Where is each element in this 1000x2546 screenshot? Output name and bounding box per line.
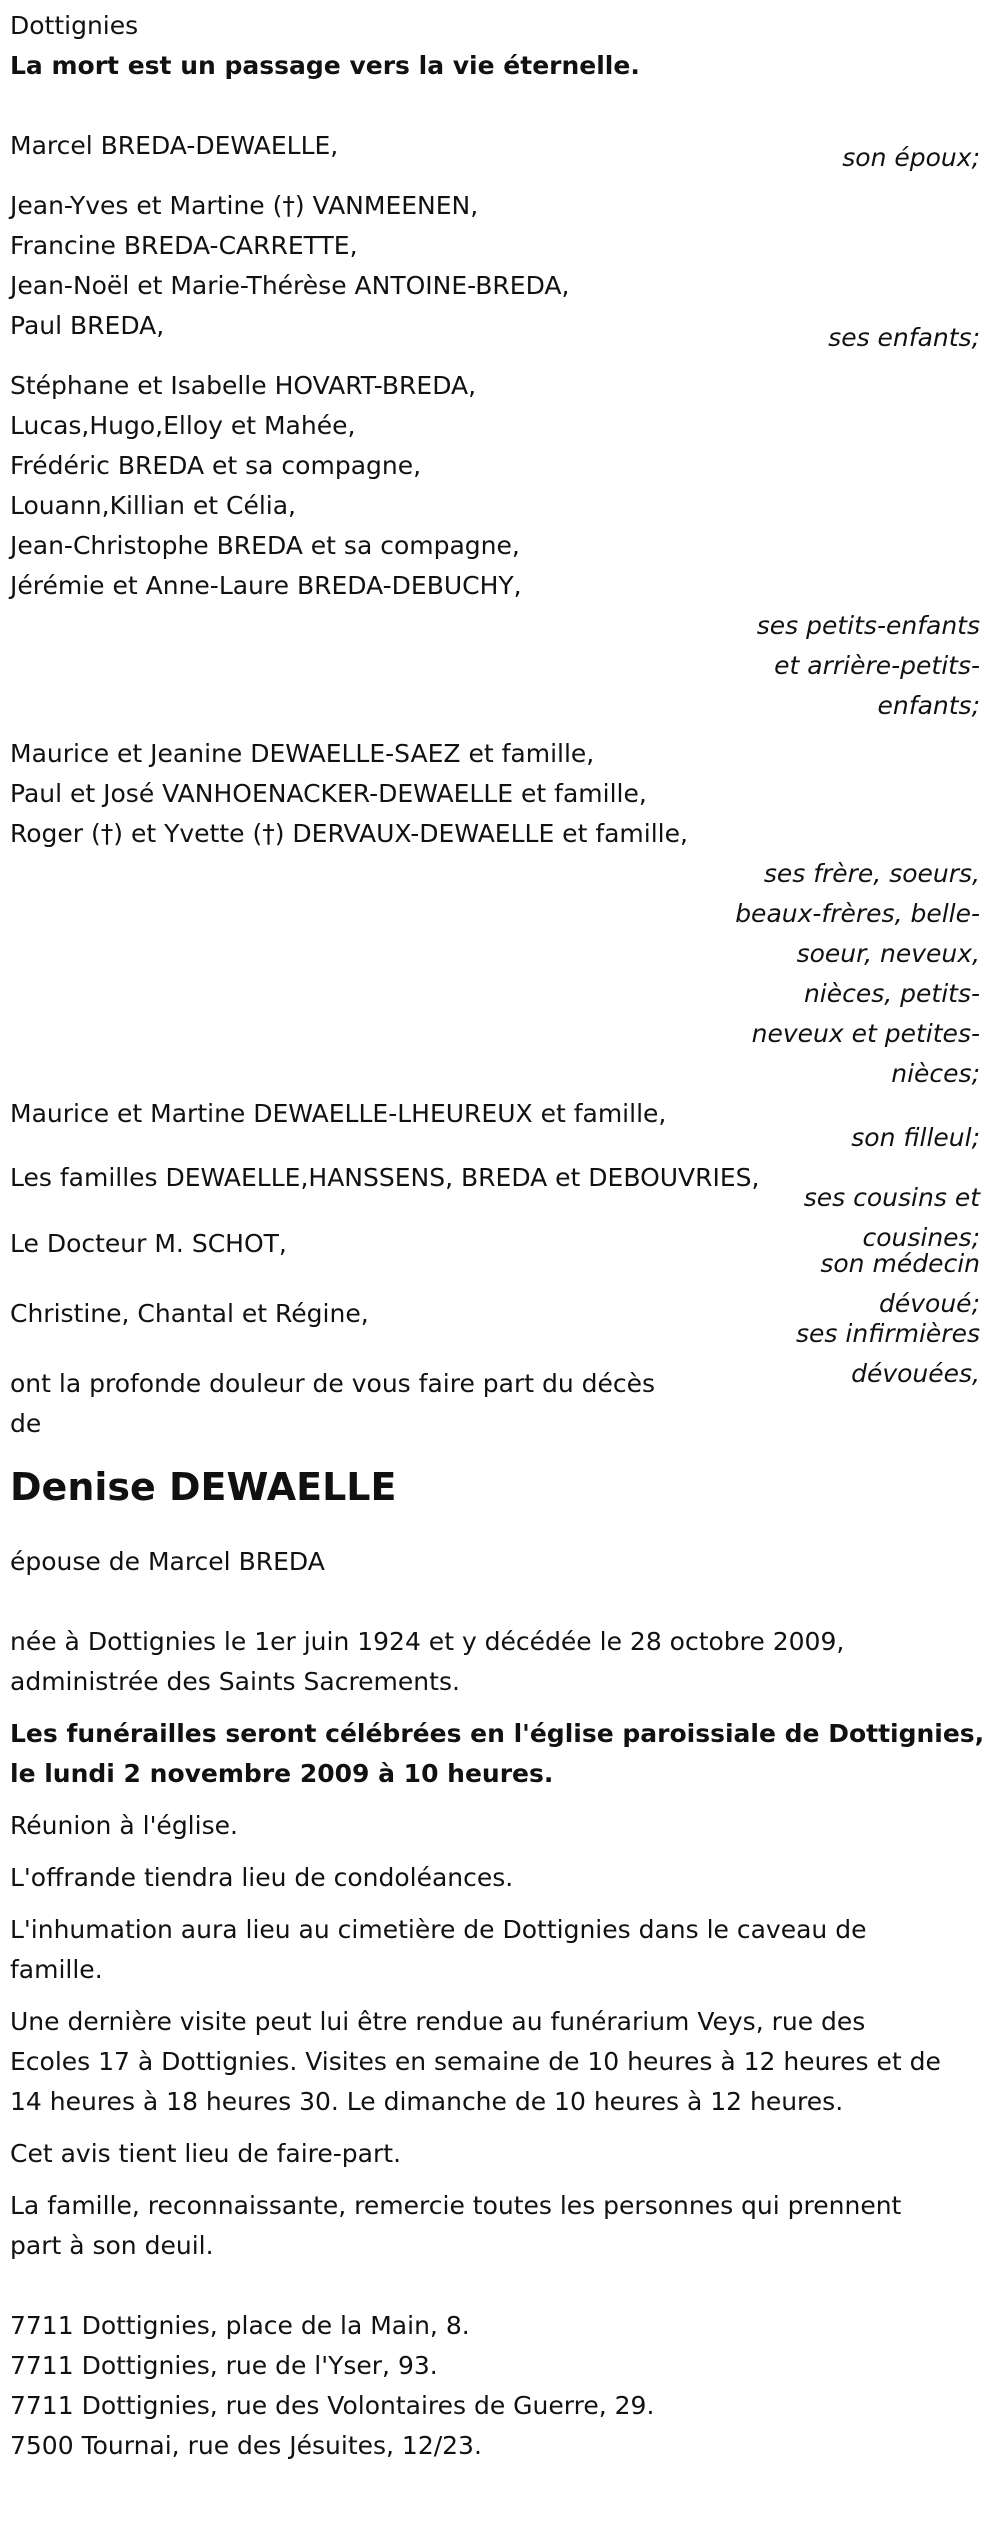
family-role: enfants;	[877, 691, 980, 720]
family-role: dévoué;	[879, 1289, 980, 1318]
family-role: nièces;	[891, 1059, 980, 1088]
address-line: 7711 Dottignies, place de la Main, 8.	[10, 2311, 470, 2340]
motto: La mort est un passage vers la vie éternelle.	[10, 51, 640, 80]
family-name: Les familles DEWAELLE,HANSSENS, BREDA et DEBOUVRIES,	[10, 1163, 760, 1192]
family-role: nièces, petits-	[803, 979, 980, 1008]
offering-line: L'offrande tiendra lieu de condoléances.	[10, 1863, 514, 1892]
family-name: Lucas,Hugo,Elloy et Mahée,	[10, 411, 356, 440]
family-group-children	[10, 186, 980, 358]
family-name: Christine, Chantal et Régine,	[10, 1299, 369, 1328]
family-role: ses petits-enfants	[756, 611, 980, 640]
family-role: et arrière-petits-	[774, 651, 980, 680]
visit-line: 14 heures à 18 heures 30. Le dimanche de 10 heures à 12 heures.	[10, 2087, 844, 2116]
family-name: Louann,Killian et Célia,	[10, 491, 296, 520]
thanks-line: La famille, reconnaissante, remercie toutes les personnes qui prennent	[10, 2191, 902, 2220]
family-name: Jérémie et Anne-Laure BREDA-DEBUCHY,	[10, 571, 522, 600]
meeting-line: Réunion à l'église.	[10, 1811, 238, 1840]
birth-death-line: née à Dottignies le 1er juin 1924 et y décédée le 28 octobre 2009,	[10, 1627, 845, 1656]
family-role-siblings	[10, 854, 980, 1094]
family-role: soeur, neveux,	[796, 939, 980, 968]
thanks-line: part à son deuil.	[10, 2231, 214, 2260]
announcement-line: de	[10, 1409, 42, 1438]
family-role-grandchildren	[10, 606, 980, 726]
family-role: neveux et petites-	[751, 1019, 980, 1048]
funeral-ceremony-line: Les funérailles seront célébrées en l'église paroissiale de Dottignies,	[10, 1719, 985, 1748]
birth-death-line: administrée des Saints Sacrements.	[10, 1667, 460, 1696]
deceased-name: Denise DEWAELLE	[10, 1465, 397, 1509]
address-line: 7711 Dottignies, rue de l'Yser, 93.	[10, 2351, 438, 2380]
address-line: 7711 Dottignies, rue des Volontaires de Guerre, 29.	[10, 2391, 655, 2420]
spouse-line: épouse de Marcel BREDA	[10, 1547, 325, 1576]
family-role: ses infirmières	[796, 1319, 980, 1348]
location-header: Dottignies	[10, 11, 139, 40]
family-role: ses frère, soeurs,	[763, 859, 980, 888]
burial-line: famille.	[10, 1955, 103, 1984]
address-line: 7500 Tournai, rue des Jésuites, 12/23.	[10, 2431, 482, 2460]
family-role: son époux;	[842, 143, 980, 172]
family-group-siblings	[10, 734, 980, 854]
burial-line: L'inhumation aura lieu au cimetière de Dottignies dans le caveau de	[10, 1915, 867, 1944]
notice-line: Cet avis tient lieu de faire-part.	[10, 2139, 402, 2168]
family-name: Maurice et Martine DEWAELLE-LHEUREUX et famille,	[10, 1099, 667, 1128]
family-group-godson	[10, 1094, 980, 1158]
visit-line: Une dernière visite peut lui être rendue au funérarium Veys, rue des	[10, 2007, 866, 2036]
family-name: Roger (†) et Yvette (†) DERVAUX-DEWAELLE et famille,	[10, 819, 688, 848]
family-name: Paul et José VANHOENACKER-DEWAELLE et famille,	[10, 779, 647, 808]
family-name: Jean-Noël et Marie-Thérèse ANTOINE-BREDA,	[10, 271, 570, 300]
family-role: dévouées,	[851, 1359, 980, 1388]
family-role: beaux-frères, belle-	[735, 899, 980, 928]
announcement-line: ont la profonde douleur de vous faire part du décès	[10, 1369, 656, 1398]
family-name: Stéphane et Isabelle HOVART-BREDA,	[10, 371, 477, 400]
family-name: Francine BREDA-CARRETTE,	[10, 231, 358, 260]
visit-line: Ecoles 17 à Dottignies. Visites en semaine de 10 heures à 12 heures et de	[10, 2047, 941, 2076]
funeral-ceremony-line: le lundi 2 novembre 2009 à 10 heures.	[10, 1759, 554, 1788]
family-group-spouse	[10, 126, 980, 178]
family-name: Marcel BREDA-DEWAELLE,	[10, 131, 339, 160]
family-role: cousines;	[862, 1223, 980, 1252]
family-role: son filleul;	[851, 1123, 980, 1152]
family-name: Jean-Christophe BREDA et sa compagne,	[10, 531, 520, 560]
family-role: son médecin	[820, 1249, 980, 1278]
family-name: Le Docteur M. SCHOT,	[10, 1229, 287, 1258]
family-name: Frédéric BREDA et sa compagne,	[10, 451, 422, 480]
family-name: Paul BREDA,	[10, 311, 165, 340]
family-role: ses enfants;	[828, 323, 980, 352]
family-name: Jean-Yves et Martine (†) VANMEENEN,	[10, 191, 479, 220]
family-name: Maurice et Jeanine DEWAELLE-SAEZ et famille,	[10, 739, 595, 768]
family-role: ses cousins et	[803, 1183, 980, 1212]
family-group-grandchildren	[10, 366, 980, 606]
